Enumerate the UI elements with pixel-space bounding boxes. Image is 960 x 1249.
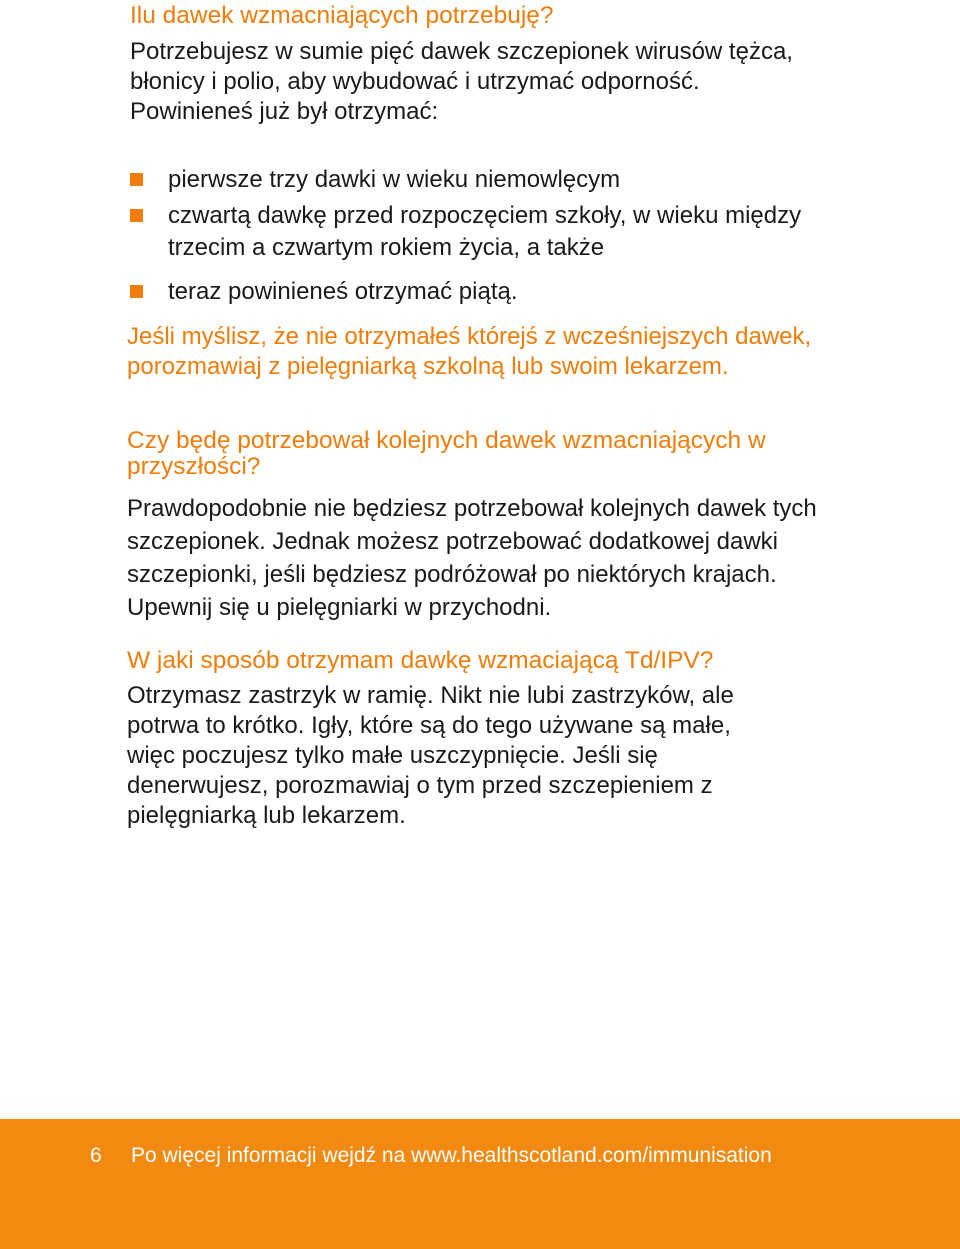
paragraph-line: Upewnij się u pielęgniarki w przychodni. [127,594,552,621]
paragraph-line: Otrzymasz zastrzyk w ramię. Nikt nie lubi zastrzyków, ale [127,682,734,709]
paragraph-line: więc poczujesz tylko małe uszczypnięcie. Jeśli się [127,742,658,769]
page-number: 6 [90,1144,102,1167]
list-item-text: trzecim a czwartym rokiem życia, a także [168,234,605,261]
section-heading-future-boosters [127,428,900,480]
note-line: porozmawiaj z pielęgniarką szkolną lub swoim lekarzem. [127,353,729,380]
intro-paragraph [130,37,900,127]
list-item-text: pierwsze trzy dawki w wieku niemowlęcym [168,166,621,193]
list-item-text: teraz powinieneś otrzymać piątą. [168,278,518,305]
dose-list [127,164,907,308]
intro-line: błonicy i polio, aby wybudować i utrzymać odporność. [130,68,700,95]
list-item [127,200,907,264]
section-heading-how-given: W jaki sposób otrzymam dawkę wzmaciającą Td/IPV? [127,647,714,674]
footer-info-link[interactable]: Po więcej informacji wejdź na www.healthscotland.com/immunisation [131,1144,772,1167]
paragraph-line: potrwa to krótko. Igły, które są do tego używane są małe, [127,712,731,739]
list-item [127,164,907,196]
list-item-text: czwartą dawkę przed rozpoczęciem szkoły, w wieku między [168,202,802,229]
paragraph-line: denerwujesz, porozmawiaj o tym przed szczepieniem z [127,772,713,799]
list-item [127,276,907,308]
square-bullet-icon [130,209,143,222]
future-boosters-paragraph [127,492,900,624]
heading-line: Czy będę potrzebował kolejnych dawek wzmacniających w [127,427,766,454]
intro-line: Powinieneś już był otrzymać: [130,98,439,125]
paragraph-line: szczepionek. Jednak możesz potrzebować dodatkowej dawki [127,528,779,555]
paragraph-line: szczepionki, jeśli będziesz podróżował po niektórych krajach. [127,561,777,588]
square-bullet-icon [130,285,143,298]
how-given-paragraph [127,681,900,831]
square-bullet-icon [130,173,143,186]
intro-line: Potrzebujesz w sumie pięć dawek szczepionek wirusów tężca, [130,38,793,65]
paragraph-line: pielęgniarką lub lekarzem. [127,802,406,829]
section-heading-boosters: Ilu dawek wzmacniających potrzebuję? [130,2,554,29]
missed-dose-note [127,322,900,382]
paragraph-line: Prawdopodobnie nie będziesz potrzebował kolejnych dawek tych [127,495,817,522]
heading-line: przyszłości? [127,453,261,480]
page-footer [0,1119,960,1249]
note-line: Jeśli myślisz, że nie otrzymałeś którejś z wcześniejszych dawek, [127,323,812,350]
